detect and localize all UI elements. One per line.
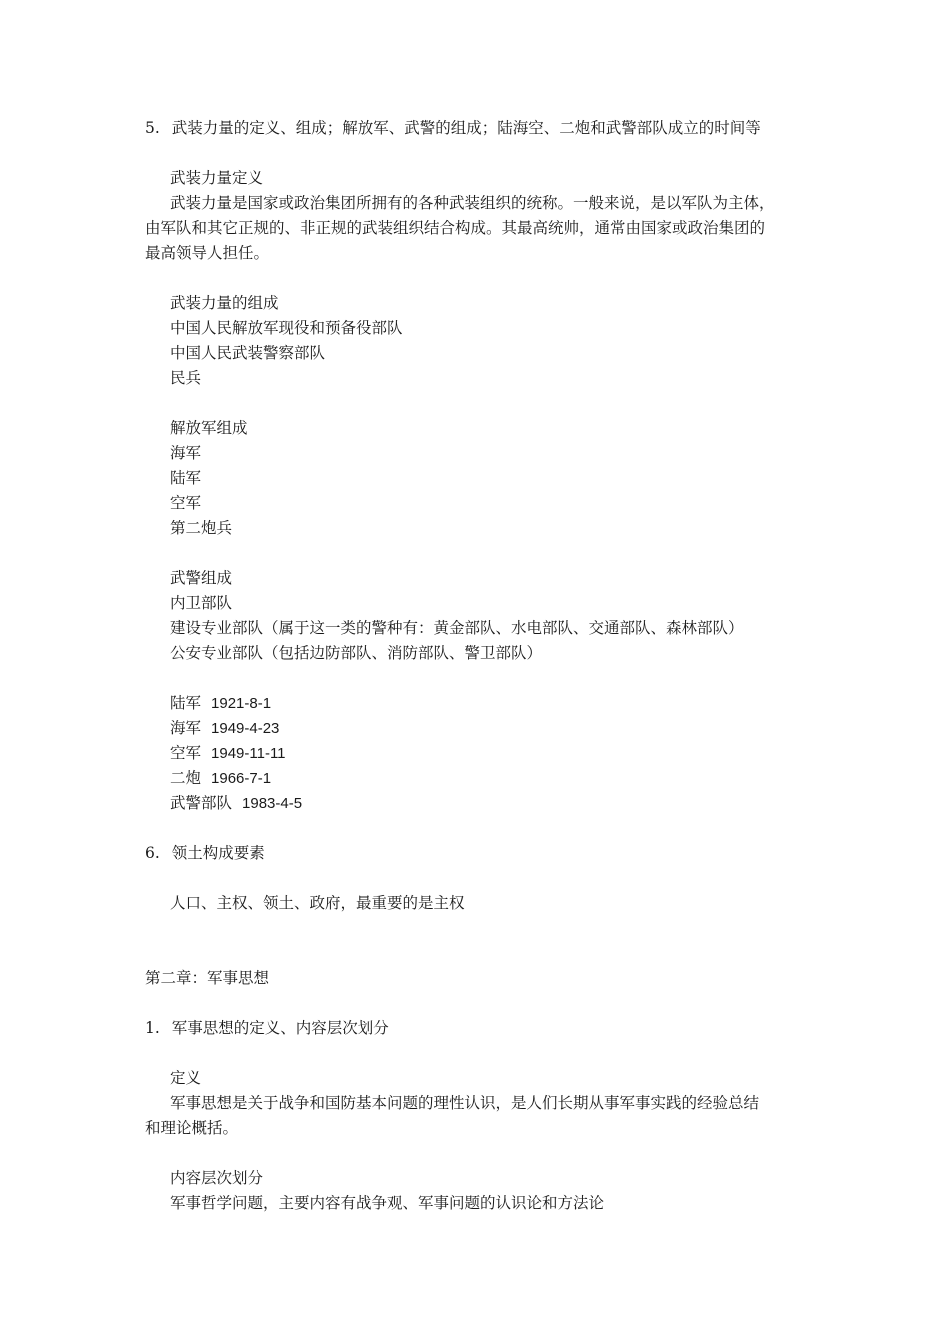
section-6-heading [145,841,265,866]
force-name: 武警部队 [170,794,233,812]
founding-date: 1949-4-23 [211,720,280,737]
force-name: 空军 [170,744,202,762]
founding-date-row [170,791,302,816]
section-5-number: 5. [145,119,160,137]
definition-line-3: 最高领导人担任。 [145,244,270,262]
armed-forces-definition-title: 武装力量定义 [170,169,264,187]
composition-title: 武装力量的组成 [170,294,279,312]
founding-date: 1949-11-11 [211,745,286,762]
pla-item: 第二炮兵 [170,519,233,537]
pla-item: 海军 [170,444,202,462]
section-6-number: 6. [145,844,160,862]
force-name: 海军 [170,719,202,737]
section-1-number: 1. [145,1019,160,1037]
founding-date-row [170,691,271,716]
composition-item: 中国人民武装警察部队 [170,344,326,362]
founding-date: 1966-7-1 [211,770,272,787]
founding-date-row [170,716,279,741]
section-1-heading [145,1016,389,1041]
force-name: 陆军 [170,694,202,712]
pla-item: 陆军 [170,469,202,487]
section-5-title: 武装力量的定义、组成；解放军、武警的组成；陆海空、二炮和武警部队成立的时间等 [171,119,761,137]
content-levels-line-1: 军事哲学问题，主要内容有战争观、军事问题的认识论和方法论 [170,1194,605,1212]
armed-police-item: 内卫部队 [170,594,233,612]
definition-line-2: 由军队和其它正规的、非正规的武装组织结合构成。其最高统帅，通常由国家或政治集团的 [145,219,766,237]
definition-line-1: 武装力量是国家或政治集团所拥有的各种武装组织的统称。一般来说，是以军队为主体， [170,194,775,212]
pla-item: 空军 [170,494,202,512]
territory-elements-text: 人口、主权、领土、政府，最重要的是主权 [170,894,465,912]
section-5-heading [145,116,761,141]
military-definition-line-2: 和理论概括。 [145,1119,239,1137]
founding-date: 1983-4-5 [242,795,303,812]
founding-date-row [170,766,271,791]
composition-item: 中国人民解放军现役和预备役部队 [170,319,403,337]
military-thought-definition-title: 定义 [170,1069,202,1087]
section-6-title: 领土构成要素 [171,844,265,862]
armed-police-title: 武警组成 [170,569,233,587]
content-levels-title: 内容层次划分 [170,1169,264,1187]
founding-date: 1921-8-1 [211,695,272,712]
military-definition-line-1: 军事思想是关于战争和国防基本问题的理性认识，是人们长期从事军事实践的经验总结 [170,1094,760,1112]
pla-composition-title: 解放军组成 [170,419,248,437]
section-1-title: 军事思想的定义、内容层次划分 [171,1019,389,1037]
armed-police-item: 建设专业部队（属于这一类的警种有：黄金部队、水电部队、交通部队、森林部队） [170,619,744,637]
chapter-2-title: 第二章：军事思想 [145,969,270,987]
force-name: 二炮 [170,769,202,787]
founding-date-row [170,741,286,766]
armed-police-item: 公安专业部队（包括边防部队、消防部队、警卫部队） [170,644,543,662]
composition-item: 民兵 [170,369,202,387]
